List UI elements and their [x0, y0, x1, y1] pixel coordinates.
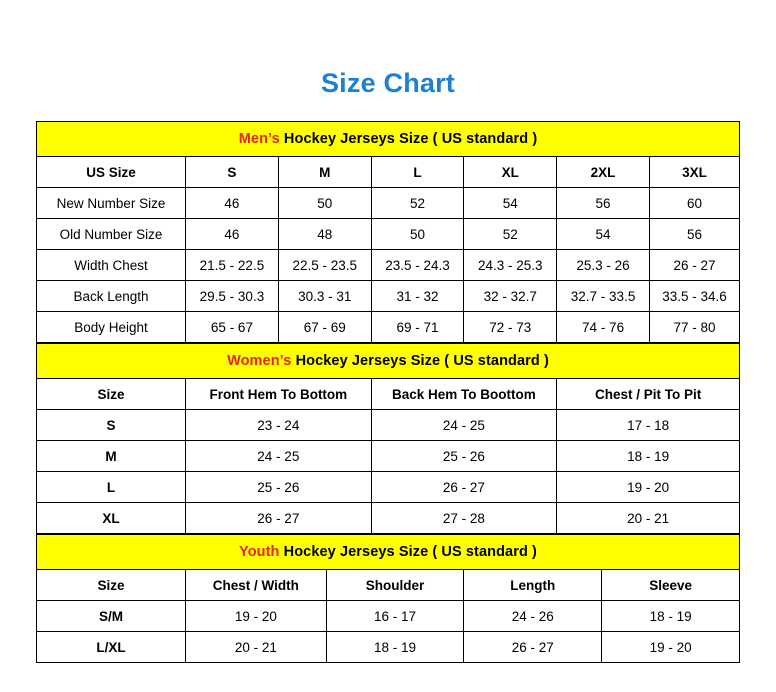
youth-header-cell: Shoulder: [326, 570, 464, 601]
womens-cell: 26 - 27: [186, 503, 372, 534]
table-banner-row: [37, 535, 740, 570]
womens-header-cell: Back Hem To Boottom: [371, 379, 557, 410]
womens-cell: 18 - 19: [557, 441, 740, 472]
youth-row-label: S/M: [37, 601, 186, 632]
mens-cell: 52: [371, 188, 464, 219]
mens-cell: 65 - 67: [186, 312, 279, 343]
youth-banner: [37, 535, 740, 570]
mens-cell: 54: [464, 188, 557, 219]
womens-cell: 25 - 26: [186, 472, 372, 503]
youth-banner-rest: Hockey Jerseys Size ( US standard ): [279, 544, 537, 560]
mens-header-cell: S: [186, 157, 279, 188]
mens-banner-accent: Men’s: [238, 131, 280, 147]
womens-banner-accent: Women’s: [227, 353, 292, 369]
table-row: [37, 250, 740, 281]
womens-header-cell: Front Hem To Bottom: [186, 379, 372, 410]
youth-cell: 18 - 19: [602, 601, 740, 632]
womens-header-cell: Size: [37, 379, 186, 410]
mens-header-cell: 2XL: [557, 157, 650, 188]
womens-size-table: [36, 343, 740, 534]
mens-cell: 54: [557, 219, 650, 250]
mens-cell: 72 - 73: [464, 312, 557, 343]
womens-cell: 19 - 20: [557, 472, 740, 503]
youth-banner-accent: Youth: [239, 544, 280, 560]
mens-banner-rest: Hockey Jerseys Size ( US standard ): [279, 131, 538, 147]
womens-cell: 17 - 18: [557, 410, 740, 441]
mens-header-cell: M: [278, 157, 371, 188]
mens-cell: 52: [464, 219, 557, 250]
womens-row-label: XL: [37, 503, 186, 534]
mens-row-label: Old Number Size: [37, 219, 186, 250]
table-row: [37, 410, 740, 441]
youth-header-cell: Sleeve: [602, 570, 740, 601]
youth-cell: 26 - 27: [464, 632, 602, 663]
table-header-row: [37, 379, 740, 410]
mens-cell: 30.3 - 31: [278, 281, 371, 312]
youth-cell: 24 - 26: [464, 601, 602, 632]
womens-cell: 27 - 28: [371, 503, 557, 534]
mens-cell: 32 - 32.7: [464, 281, 557, 312]
mens-cell: 46: [186, 219, 279, 250]
mens-header-cell: US Size: [37, 157, 186, 188]
mens-row-label: New Number Size: [37, 188, 186, 219]
mens-header-cell: XL: [464, 157, 557, 188]
womens-row-label: S: [37, 410, 186, 441]
mens-cell: 23.5 - 24.3: [371, 250, 464, 281]
mens-cell: 56: [649, 219, 739, 250]
table-row: [37, 312, 740, 343]
youth-cell: 19 - 20: [186, 601, 327, 632]
mens-cell: 74 - 76: [557, 312, 650, 343]
table-banner-row: [37, 122, 740, 157]
womens-cell: 20 - 21: [557, 503, 740, 534]
mens-cell: 77 - 80: [649, 312, 739, 343]
table-header-row: [37, 157, 740, 188]
page-title: Size Chart: [320, 68, 456, 98]
mens-cell: 50: [371, 219, 464, 250]
mens-banner: [37, 122, 740, 157]
table-row: [37, 188, 740, 219]
table-row: [37, 503, 740, 534]
womens-cell: 25 - 26: [371, 441, 557, 472]
youth-cell: 20 - 21: [186, 632, 327, 663]
table-header-row: [37, 570, 740, 601]
mens-row-label: Back Length: [37, 281, 186, 312]
tables-container: [36, 121, 740, 663]
youth-header-cell: Chest / Width: [186, 570, 327, 601]
table-row: [37, 472, 740, 503]
mens-row-label: Body Height: [37, 312, 186, 343]
mens-cell: 29.5 - 30.3: [186, 281, 279, 312]
youth-size-table: [36, 534, 740, 663]
table-row: [37, 441, 740, 472]
youth-cell: 18 - 19: [326, 632, 464, 663]
mens-cell: 46: [186, 188, 279, 219]
mens-size-table: [36, 121, 740, 343]
mens-cell: 60: [649, 188, 739, 219]
womens-header-cell: Chest / Pit To Pit: [557, 379, 740, 410]
mens-header-cell: L: [371, 157, 464, 188]
womens-cell: 24 - 25: [371, 410, 557, 441]
mens-cell: 21.5 - 22.5: [186, 250, 279, 281]
womens-row-label: M: [37, 441, 186, 472]
mens-cell: 24.3 - 25.3: [464, 250, 557, 281]
table-row: [37, 601, 740, 632]
youth-cell: 16 - 17: [326, 601, 464, 632]
mens-cell: 33.5 - 34.6: [649, 281, 739, 312]
mens-cell: 50: [278, 188, 371, 219]
youth-header-cell: Size: [37, 570, 186, 601]
table-row: [37, 281, 740, 312]
mens-cell: 56: [557, 188, 650, 219]
mens-cell: 32.7 - 33.5: [557, 281, 650, 312]
mens-cell: 22.5 - 23.5: [278, 250, 371, 281]
youth-cell: 19 - 20: [602, 632, 740, 663]
mens-cell: 26 - 27: [649, 250, 739, 281]
table-row: [37, 219, 740, 250]
table-banner-row: [37, 344, 740, 379]
table-row: [37, 632, 740, 663]
womens-banner: [37, 344, 740, 379]
mens-cell: 48: [278, 219, 371, 250]
mens-cell: 67 - 69: [278, 312, 371, 343]
womens-cell: 26 - 27: [371, 472, 557, 503]
womens-cell: 23 - 24: [186, 410, 372, 441]
womens-cell: 24 - 25: [186, 441, 372, 472]
youth-row-label: L/XL: [37, 632, 186, 663]
mens-header-cell: 3XL: [649, 157, 739, 188]
mens-cell: 31 - 32: [371, 281, 464, 312]
womens-banner-rest: Hockey Jerseys Size ( US standard ): [291, 353, 549, 369]
youth-header-cell: Length: [464, 570, 602, 601]
mens-cell: 25.3 - 26: [557, 250, 650, 281]
mens-row-label: Width Chest: [37, 250, 186, 281]
womens-row-label: L: [37, 472, 186, 503]
mens-cell: 69 - 71: [371, 312, 464, 343]
